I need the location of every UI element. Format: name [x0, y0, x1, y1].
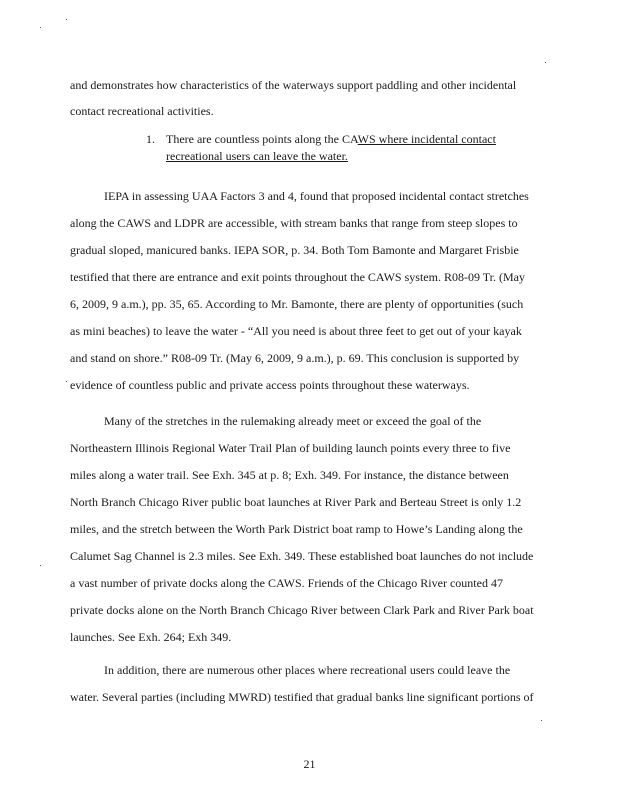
text-line: launches. See Exh. 264; Exh 349.: [70, 630, 232, 644]
text-line: contact recreational activities.: [70, 104, 214, 118]
text-line: water. Several parties (including MWRD) testified that gradual banks line significant portions of: [70, 690, 534, 704]
text-line: and demonstrates how characteristics of the waterways support paddling and other incidental: [70, 78, 517, 92]
text-line: evidence of countless public and private access points throughout these waterways.: [70, 378, 470, 392]
text-line: IEPA in assessing UAA Factors 3 and 4, found that proposed incidental contact stretches: [104, 189, 529, 203]
scan-speck: [40, 565, 41, 566]
text-line: along the CAWS and LDPR are accessible, with stream banks that range from steep slopes to: [70, 216, 518, 230]
scan-speck: [541, 720, 542, 721]
text-line: testified that there are entrance and exit points throughout the CAWS system. R08-09 Tr. (May: [70, 270, 525, 284]
scan-speck: [545, 62, 546, 63]
text-line: North Branch Chicago River public boat launches at River Park and Berteau Street is only 1.2: [70, 495, 522, 509]
text-line: Many of the stretches in the rulemaking already meet or exceed the goal of the: [104, 414, 482, 428]
heading-number: 1.: [146, 132, 155, 146]
text-line: miles, and the stretch between the Worth Park District boat ramp to Howe’s Landing along the: [70, 522, 523, 536]
heading-line1-text: There are countless points along the CA: [166, 132, 358, 146]
scan-speck: [40, 27, 41, 28]
text-line: In addition, there are numerous other places where recreational users could leave the: [104, 663, 511, 677]
text-line: a vast number of private docks along the CAWS. Friends of the Chicago River counted 47: [70, 576, 503, 590]
scan-speck: [66, 19, 67, 20]
heading-line2: recreational users can leave the water.: [166, 149, 348, 163]
text-line: private docks alone on the North Branch Chicago River between Clark Park and River Park boat: [70, 603, 534, 617]
page-number: 21: [303, 757, 316, 771]
scan-speck: [66, 381, 67, 382]
text-line: Northeastern Illinois Regional Water Trail Plan of building launch points every three to five: [70, 441, 511, 455]
text-line: gradual sloped, manicured banks. IEPA SOR, p. 34. Both Tom Bamonte and Margaret Frisbie: [70, 243, 519, 257]
text-line: and stand on shore.” R08-09 Tr. (May 6, 2009, 9 a.m.), p. 69. This conclusion is supported by: [70, 351, 520, 365]
text-line: miles along a water trail. See Exh. 345 at p. 8; Exh. 349. For instance, the distance between: [70, 468, 509, 482]
text-line: 6, 2009, 9 a.m.), pp. 35, 65. According to Mr. Bamonte, there are plenty of opportunities (such: [70, 297, 524, 311]
text-line: Calumet Sag Channel is 2.3 miles. See Exh. 349. These established boat launches do not include: [70, 549, 534, 563]
heading-text: [166, 131, 516, 165]
heading-line1-underlined: WS where incidental contact: [357, 132, 496, 146]
text-line: as mini beaches) to leave the water - “All you need is about three feet to get out of your kayak: [70, 324, 522, 338]
